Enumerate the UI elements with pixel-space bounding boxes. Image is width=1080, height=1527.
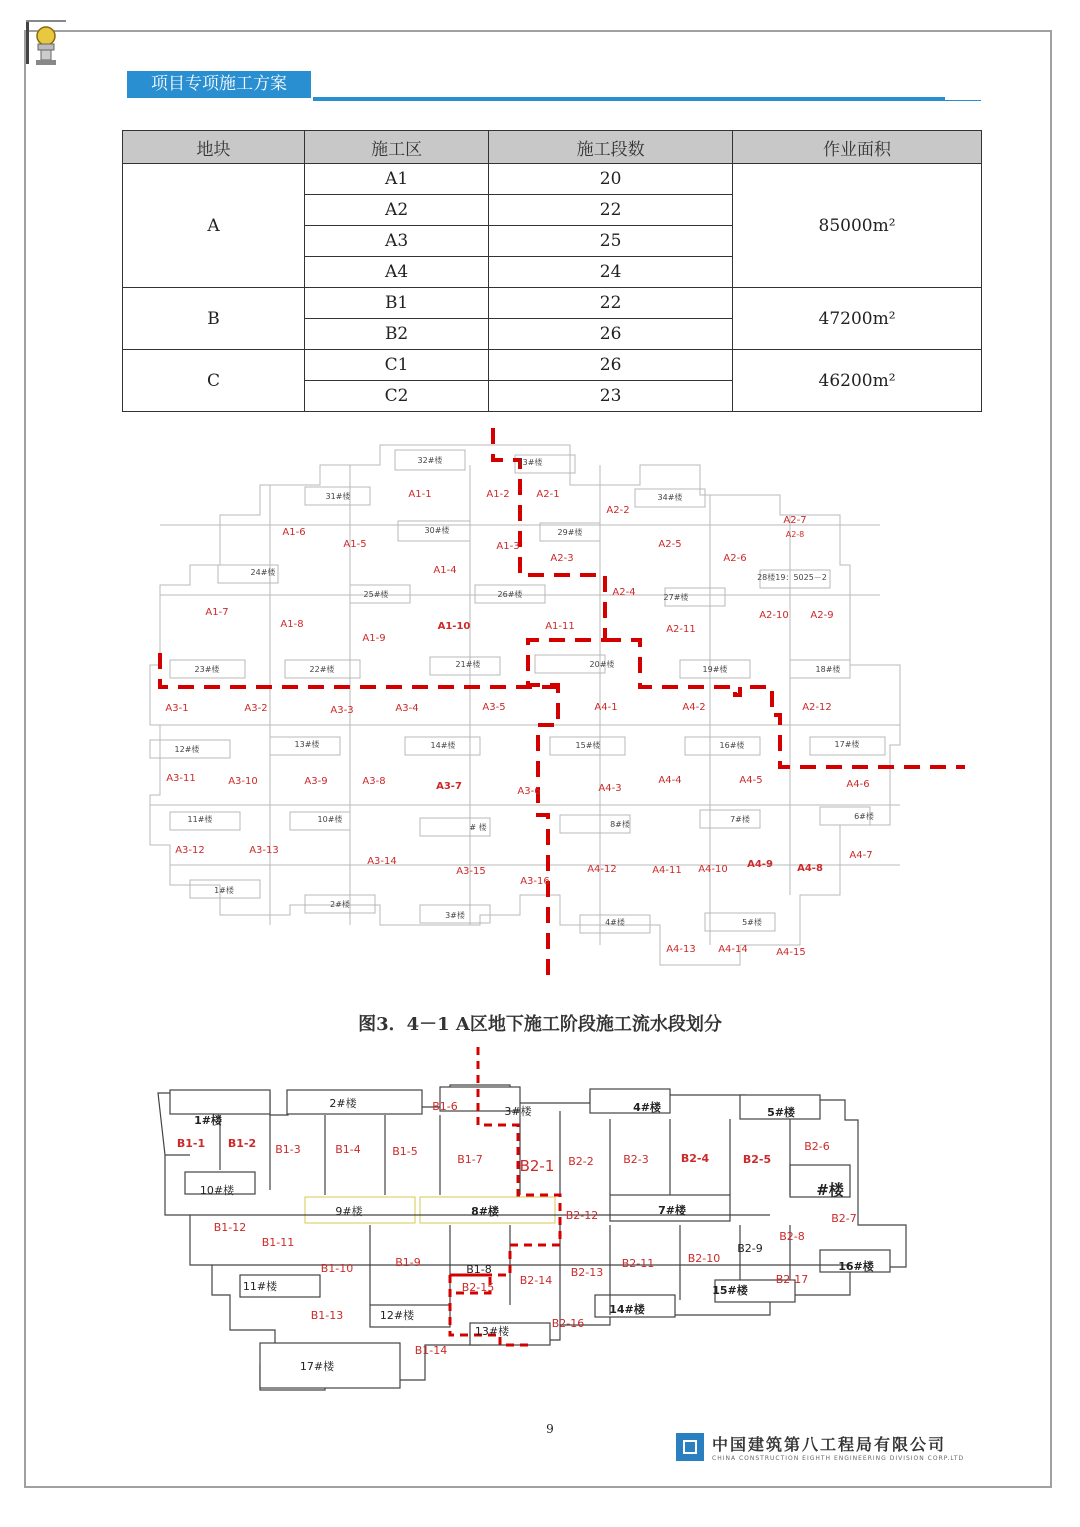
section-label: B2-16: [551, 1317, 585, 1330]
segments-cell: 22: [489, 195, 733, 226]
area-cell: 85000m²: [733, 164, 982, 288]
building-label: 1#楼: [194, 1114, 222, 1127]
building-label: 13#楼: [474, 1325, 510, 1338]
section-label: A1-8: [280, 619, 304, 630]
section-label: A4-6: [846, 779, 870, 790]
section-label: A4-7: [849, 850, 873, 861]
company-name-en: CHINA CONSTRUCTION EIGHTH ENGINEERING DIVISION CORP.LTD: [712, 1455, 965, 1462]
building-label: 11#楼: [242, 1280, 278, 1293]
section-label: B2-9: [737, 1242, 763, 1255]
building-label: 10#楼: [199, 1184, 235, 1197]
section-label: A3-2: [244, 703, 268, 714]
column-header: 地块: [123, 131, 305, 164]
section-label: A3-8: [362, 776, 386, 787]
table-row: [123, 288, 982, 319]
section-label: A1-3: [496, 541, 520, 552]
building-label: # 楼: [469, 823, 487, 832]
section-label: B1-11: [261, 1236, 295, 1249]
section-label: A4-8: [797, 863, 823, 874]
building-label: #楼: [816, 1181, 844, 1199]
page-number: 9: [546, 1422, 554, 1436]
section-label: B2-3: [623, 1153, 649, 1166]
section-label: B1-8: [466, 1263, 492, 1276]
building-label: 8#楼: [610, 820, 630, 829]
section-label: A2-7: [783, 515, 807, 526]
section-label: B1-10: [320, 1262, 354, 1275]
section-label: A3-12: [175, 845, 205, 856]
section-label: A2-3: [550, 553, 574, 564]
section-label: A4-3: [598, 783, 622, 794]
section-label: B1-2: [227, 1137, 257, 1150]
section-label: A4-1: [594, 702, 618, 713]
building-label: 29#楼: [557, 528, 583, 537]
zone-cell: A4: [305, 257, 489, 288]
building-label: 7#楼: [730, 815, 750, 824]
zone-cell: B2: [305, 319, 489, 350]
section-label: A1-5: [343, 539, 367, 550]
section-label: B2-4: [680, 1152, 710, 1165]
section-label: A4-10: [698, 864, 728, 875]
building-label: 2#楼: [329, 1097, 357, 1110]
column-header: 作业面积: [733, 131, 982, 164]
section-label: B2-10: [687, 1252, 721, 1265]
zone-cell: C1: [305, 350, 489, 381]
section-label: A2-11: [666, 624, 696, 635]
header-divider: [313, 97, 945, 101]
section-label: A3-1: [165, 703, 189, 714]
building-label: 28楼19：5025－2: [757, 573, 827, 582]
building-label: 32#楼: [417, 456, 443, 465]
building-label: 11#楼: [187, 815, 213, 824]
zone-cell: C2: [305, 381, 489, 412]
section-label: B1-5: [392, 1145, 418, 1158]
building-label: 14#楼: [430, 741, 456, 750]
section-label: A3-14: [367, 856, 397, 867]
building-label: 14#楼: [609, 1303, 645, 1316]
section-label: B1-12: [213, 1221, 247, 1234]
figure-caption: 图3．4－1 A区地下施工阶段施工流水段划分: [358, 1014, 722, 1035]
section-label: A3-3: [330, 705, 354, 716]
section-label: A3-10: [228, 776, 258, 787]
zone-cell: A2: [305, 195, 489, 226]
section-label: B2-15: [461, 1281, 495, 1294]
section-label: A4-2: [682, 702, 706, 713]
building-label: 24#楼: [250, 568, 276, 577]
section-label: A1-10: [437, 621, 471, 632]
section-title-tab: 项目专项施工方案: [127, 71, 311, 98]
section-label: B2-13: [570, 1266, 604, 1279]
building-label: 4#楼: [633, 1101, 661, 1114]
area-cell: 46200m²: [733, 350, 982, 412]
building-label: 23#楼: [194, 665, 220, 674]
section-label: B2-11: [621, 1257, 655, 1270]
building-label: 3#楼: [504, 1105, 532, 1118]
section-label: A3-16: [520, 876, 550, 887]
building-label: 1#楼: [214, 886, 234, 895]
section-label: B2-7: [831, 1212, 857, 1225]
column-header: 施工区: [305, 131, 489, 164]
table-row: [123, 350, 982, 381]
table-row: [123, 164, 982, 195]
plot-cell: B: [123, 288, 305, 350]
building-label: 6#楼: [854, 812, 874, 821]
section-label: A2-9: [810, 610, 834, 621]
zone-cell: A1: [305, 164, 489, 195]
building-label: 19#楼: [702, 665, 728, 674]
section-label: A1-11: [545, 621, 575, 632]
building-label: 31#楼: [325, 492, 351, 501]
building-label: 5#楼: [742, 918, 762, 927]
area-cell: 47200m²: [733, 288, 982, 350]
segments-cell: 23: [489, 381, 733, 412]
building-label: 13#楼: [294, 740, 320, 749]
section-label: B1-6: [432, 1100, 458, 1113]
building-label: 26#楼: [497, 590, 523, 599]
building-label: 2#楼: [330, 900, 350, 909]
section-label: A4-13: [666, 944, 696, 955]
construction-schedule-table: [122, 130, 982, 412]
section-label: A3-9: [304, 776, 328, 787]
building-label: 17#楼: [299, 1360, 335, 1373]
segments-cell: 26: [489, 319, 733, 350]
building-label: 16#楼: [838, 1260, 874, 1273]
section-label: A2-2: [606, 505, 630, 516]
section-label: A4-9: [747, 859, 773, 870]
building-label: 18#楼: [815, 665, 841, 674]
section-label: A2-10: [759, 610, 789, 621]
header-divider-thin: [945, 100, 981, 101]
building-label: 10#楼: [317, 815, 343, 824]
zone-cell: B1: [305, 288, 489, 319]
section-label: A4-11: [652, 865, 682, 876]
building-label: 30#楼: [424, 526, 450, 535]
building-label: 12#楼: [379, 1309, 415, 1322]
segments-cell: 24: [489, 257, 733, 288]
section-label: A4-15: [776, 947, 806, 958]
building-label: 9#楼: [335, 1205, 363, 1218]
section-label: B1-4: [335, 1143, 361, 1156]
section-label: B2-1: [519, 1157, 555, 1175]
building-label: 7#楼: [658, 1204, 686, 1217]
section-label: B1-9: [395, 1256, 421, 1269]
section-label: B1-3: [275, 1143, 301, 1156]
table-header-row: [123, 131, 982, 164]
section-label: A2-12: [802, 702, 832, 713]
building-label: 25#楼: [363, 590, 389, 599]
segments-cell: 20: [489, 164, 733, 195]
section-label: A2-1: [536, 489, 560, 500]
building-label: 34#楼: [657, 493, 683, 502]
section-label: A2-8: [785, 530, 805, 539]
section-label: A1-1: [408, 489, 432, 500]
section-label: A3-13: [249, 845, 279, 856]
company-name: 中国建筑第八工程局有限公司: [712, 1435, 947, 1454]
company-logo-icon: [676, 1433, 704, 1461]
section-label: A2-5: [658, 539, 682, 550]
section-label: B2-2: [568, 1155, 594, 1168]
building-label: 3#楼: [445, 911, 465, 920]
building-label: 8#楼: [471, 1205, 499, 1218]
section-label: B2-5: [742, 1153, 772, 1166]
section-label: A4-12: [587, 864, 617, 875]
section-label: B1-14: [414, 1344, 448, 1357]
segments-cell: 22: [489, 288, 733, 319]
section-label: B2-17: [775, 1273, 809, 1286]
building-label: 27#楼: [663, 593, 689, 602]
building-label: 16#楼: [719, 741, 745, 750]
section-label: B2-12: [565, 1209, 599, 1222]
section-label: B2-14: [519, 1274, 553, 1287]
building-label: 15#楼: [712, 1284, 748, 1297]
section-label: A4-14: [718, 944, 748, 955]
section-label: A3-11: [166, 773, 196, 784]
section-label: A1-4: [433, 565, 457, 576]
section-label: A1-7: [205, 607, 229, 618]
building-label: 4#楼: [605, 918, 625, 927]
section-label: B1-13: [310, 1309, 344, 1322]
section-label: A3-4: [395, 703, 419, 714]
segments-cell: 26: [489, 350, 733, 381]
building-label: 21#楼: [455, 660, 481, 669]
building-label: 5#楼: [767, 1106, 795, 1119]
logo-icon: [24, 14, 70, 70]
building-label: 22#楼: [309, 665, 335, 674]
zone-cell: A3: [305, 226, 489, 257]
building-label: 17#楼: [834, 740, 860, 749]
section-label: A1-2: [486, 489, 510, 500]
section-label: A3-5: [482, 702, 506, 713]
company-footer: [676, 1430, 964, 1464]
section-label: A1-6: [282, 527, 306, 538]
building-label: 33#楼: [517, 458, 543, 467]
section-label: A4-5: [739, 775, 763, 786]
section-label: A2-6: [723, 553, 747, 564]
zone-a-site-plan: [140, 425, 970, 985]
section-label: A2-4: [612, 587, 636, 598]
building-label: 15#楼: [575, 741, 601, 750]
section-label: B2-6: [804, 1140, 830, 1153]
section-label: B2-8: [779, 1230, 805, 1243]
section-label: A3-6: [517, 786, 541, 797]
section-label: A3-15: [456, 866, 486, 877]
segments-cell: 25: [489, 226, 733, 257]
building-label: 12#楼: [174, 745, 200, 754]
section-label: A1-9: [362, 633, 386, 644]
plot-cell: C: [123, 350, 305, 412]
building-label: 20#楼: [589, 660, 615, 669]
section-label: A4-4: [658, 775, 682, 786]
zone-b-site-plan: [150, 1045, 910, 1395]
column-header: 施工段数: [489, 131, 733, 164]
plot-cell: A: [123, 164, 305, 288]
section-label: B1-7: [457, 1153, 483, 1166]
section-label: B1-1: [176, 1137, 206, 1150]
section-label: A3-7: [436, 781, 462, 792]
